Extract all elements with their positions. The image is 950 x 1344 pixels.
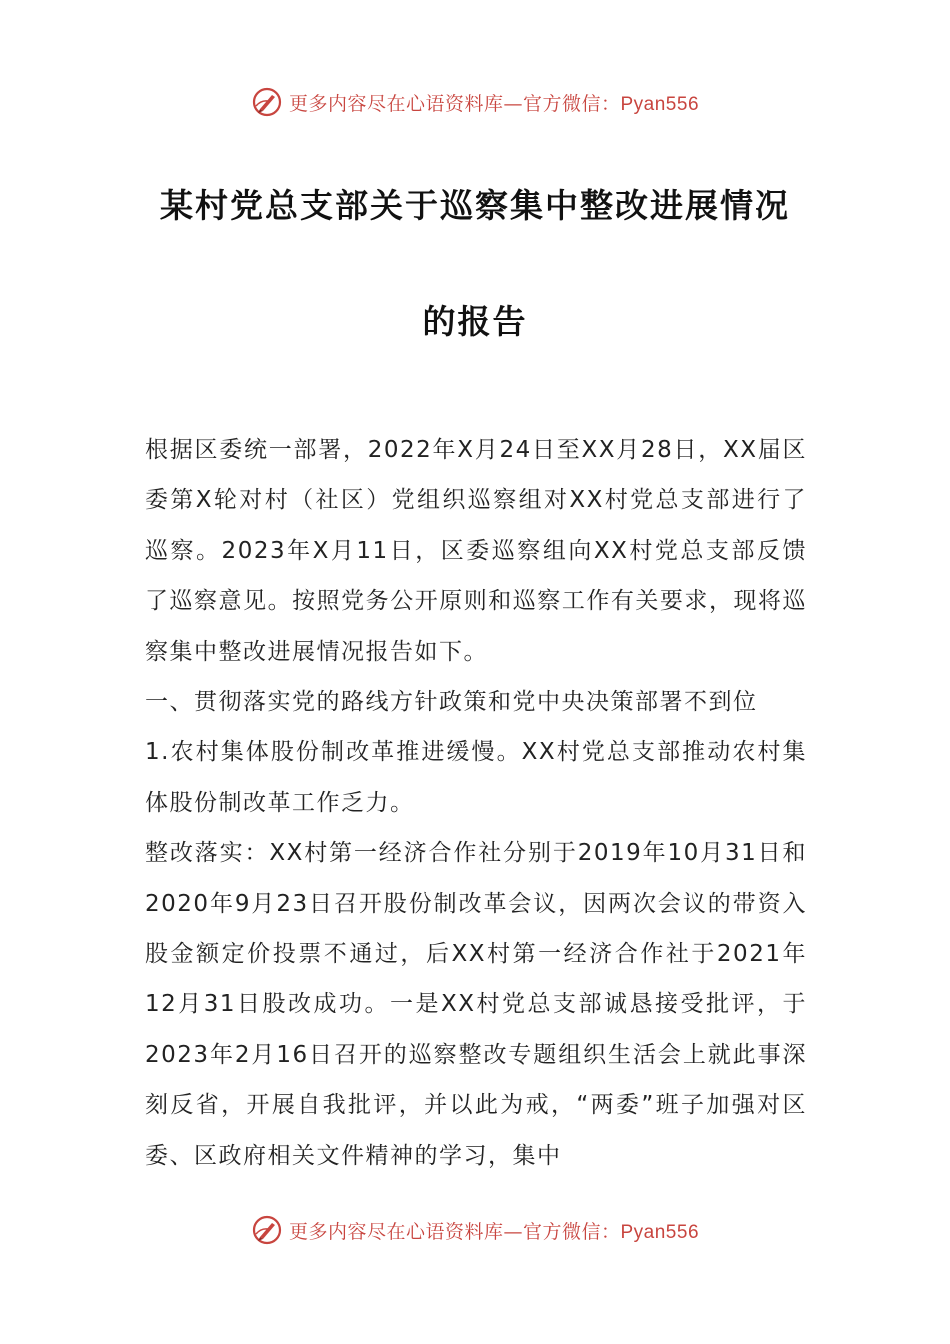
banner-text [289,1217,699,1244]
pen-circle-logo-icon [251,1214,283,1246]
document-body [145,425,807,1181]
page-title-line-1: 某村党总支部关于巡察集中整改进展情况 [160,186,790,225]
footer-banner [0,1210,950,1250]
wechat-id: Pyan556 [620,93,700,115]
page-title-line-2: 的报告 [422,302,528,341]
paragraph-intro: 根据区委统一部署，2022年X月24日至XX月28日，XX届区委第X轮对村（社区）党组织巡察组对XX村党总支部进行了巡察。2023年X月11日，区委巡察组向XX村党总支部反馈了巡察意见。按照党务公开原则和巡察工作有关要求，现将巡察集中整改进展情况报告如下。 [145,437,807,665]
paragraph-rectification: 整改落实：XX村第一经济合作社分别于2019年10月31日和2020年9月23日召开股份制改革会议，因两次会议的带资入股金额定价投票不通过，后XX村第一经济合作社于2021年12月31日股改成功。一是XX村党总支部诚恳接受批评，于2023年2月16日召开的巡察整改专题组织生活会上就此事深刻反省，开展自我批评，并以此为戒，“两委”班子加强对区委、区政府相关文件精神的学习，集中 [145,840,807,1169]
banner-label: 更多内容尽在心语资料库—官方微信： [288,1220,621,1243]
issue-item: 1.农村集体股份制改革推进缓慢。XX村党总支部推动农村集体股份制改革工作乏力。 [145,739,807,816]
pen-circle-logo-icon [251,86,283,118]
banner-label: 更多内容尽在心语资料库—官方微信： [288,92,621,115]
section-heading: 一、贯彻落实党的路线方针政策和党中央决策部署不到位 [145,689,758,716]
header-banner [0,82,950,122]
banner-text [289,89,699,116]
wechat-id: Pyan556 [620,1221,700,1243]
